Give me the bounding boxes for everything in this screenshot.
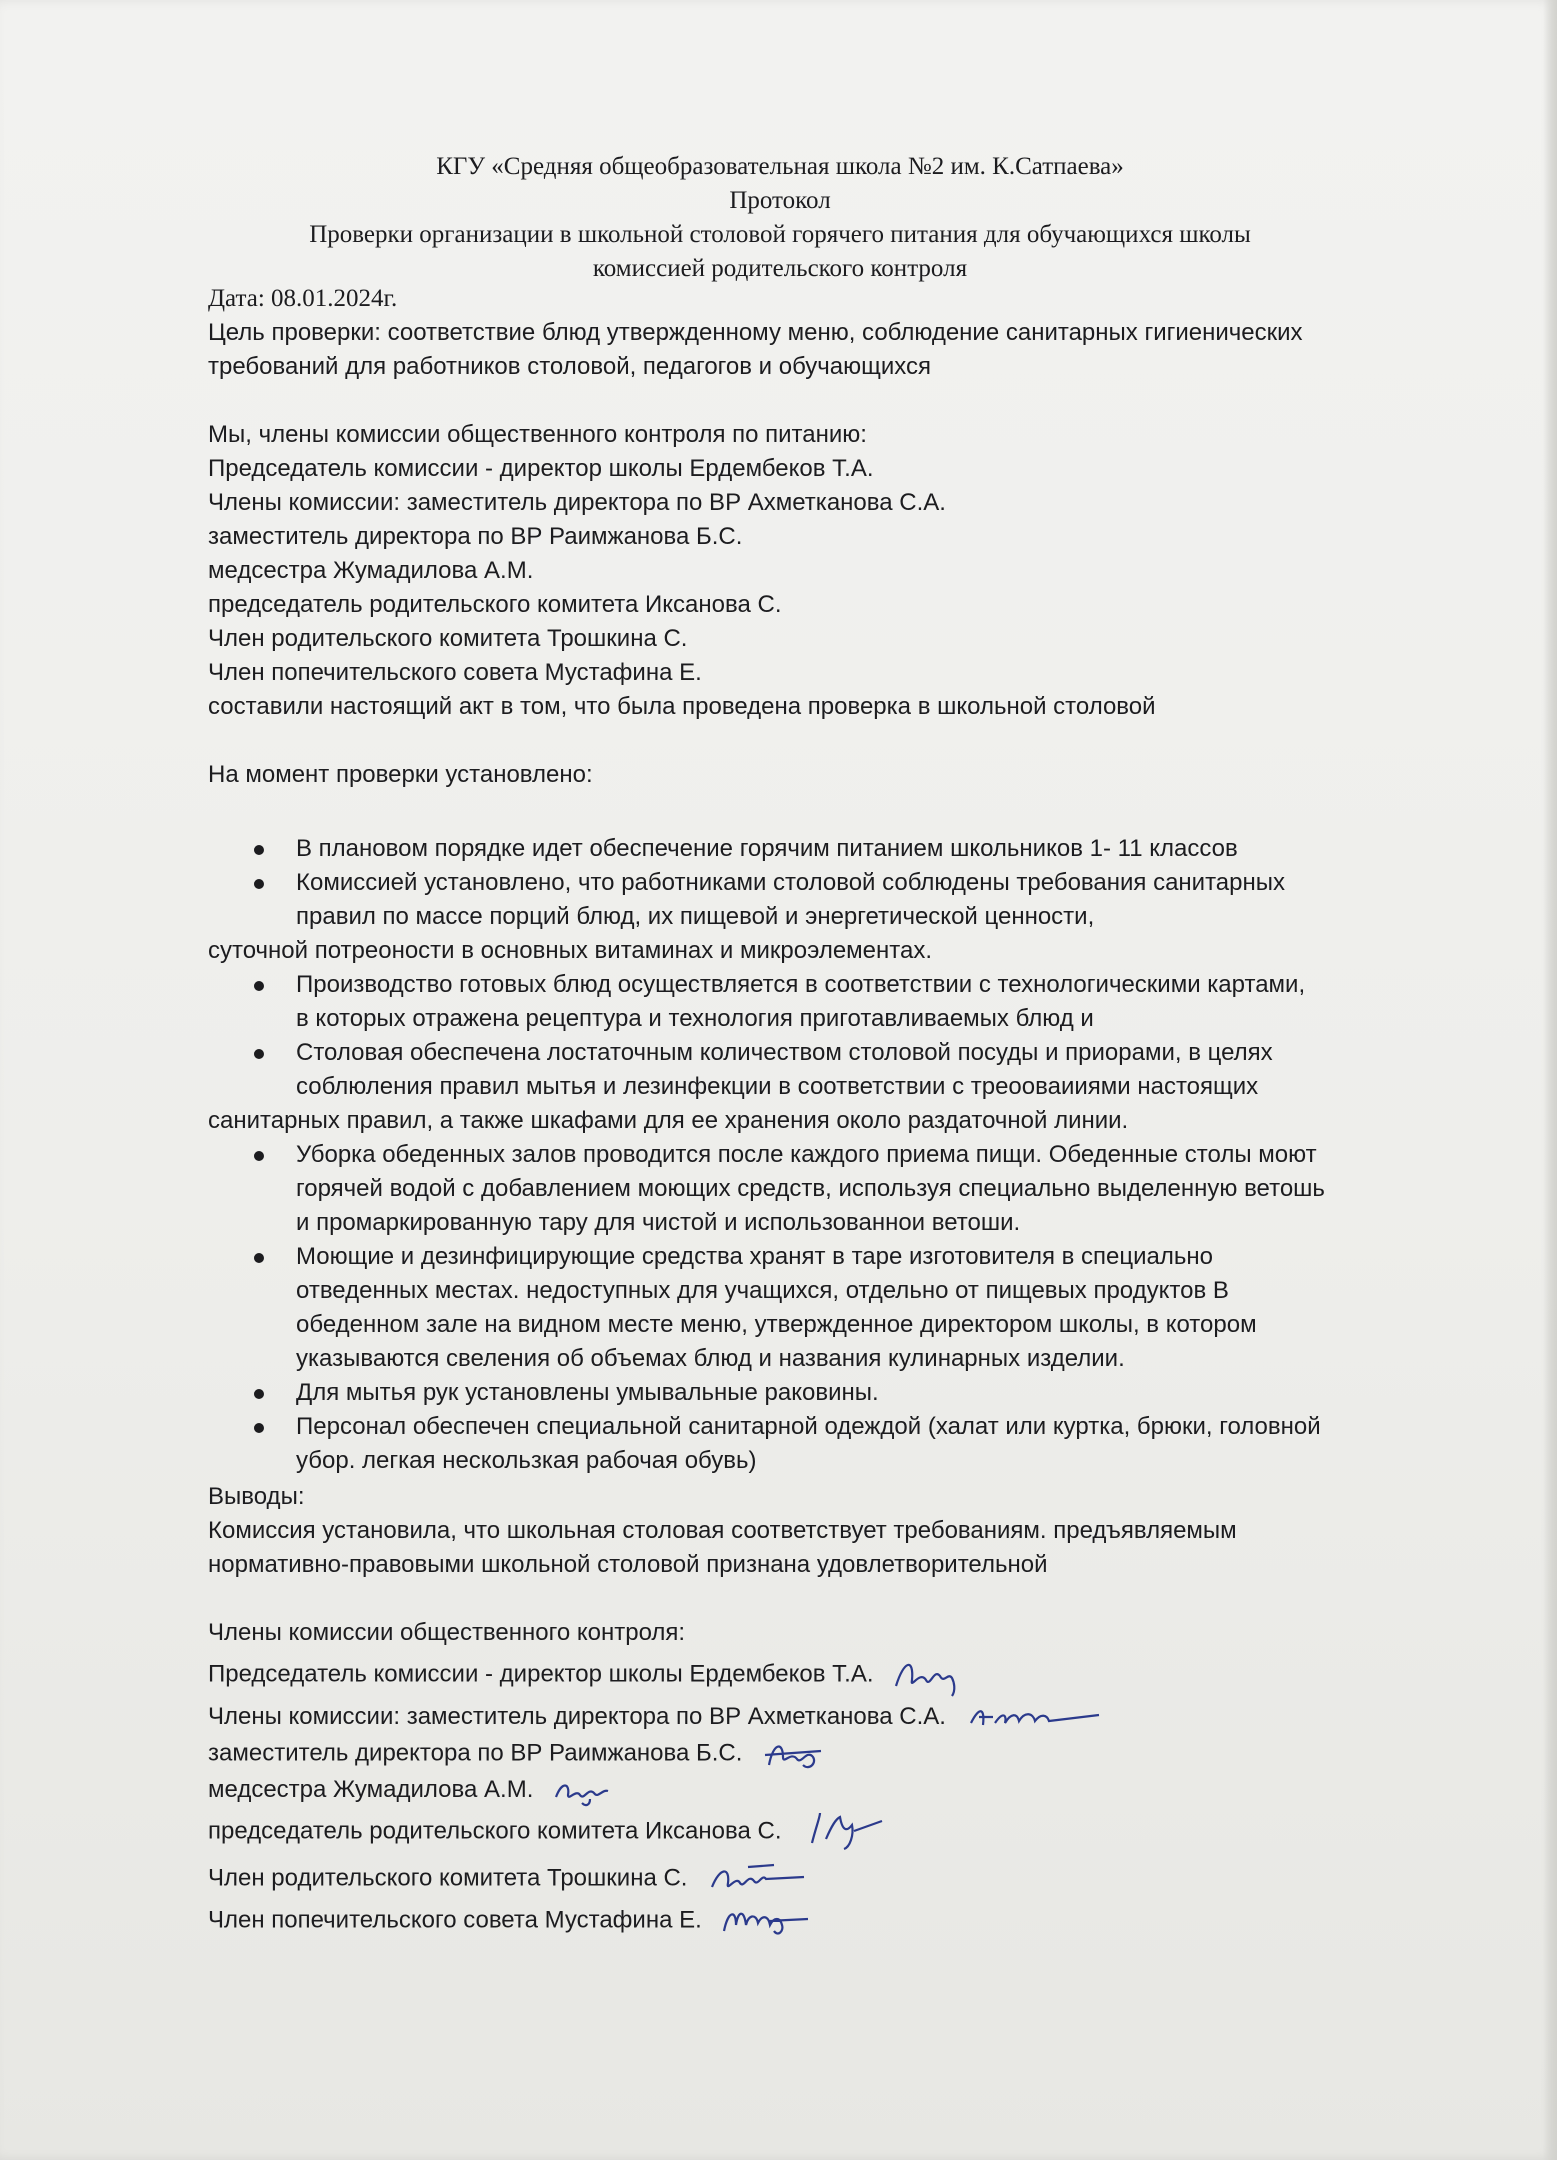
finding-item: Столовая обеспечена лостаточным количеством столовой посуды и приорами, в целях соблюления правил мытья и лезинфекции в соответствии с треооваииями настоящих санитарных правил, а также шкафами для ее хранения около раздаточной линии. [208,1039,1273,1134]
date-line: Дата: 08.01.2024г. [208,285,398,312]
findings-list [208,832,1458,1478]
purpose-line: требований для работников столовой, педагогов и обучающихся [208,353,932,380]
handwritten-signature [963,1701,1103,1735]
signature-row: Члены комиссии: заместитель директора по ВР Ахметканова С.А. [208,1700,1458,1735]
handwritten-signature [550,1773,620,1807]
finding-item: Персонал обеспечен специальной санитарной одеждой (халат или куртка, брюки, головной убор. легкая нескользкая рабочая обувь) [208,1410,1426,1478]
signature-row: медсестра Жумадилова А.М. [208,1773,1458,1808]
finding-item: Для мытья рук установлены умывальные раковины. [208,1376,1426,1410]
document-type: Протокол [729,187,831,214]
conclusions-section [208,1480,1458,1582]
signature-row: председатель родительского комитета Иксанова С. [208,1807,1458,1857]
commission-member: Член родительского комитета Трошкина С. [208,625,688,652]
signatures-title: Члены комиссии общественного контроля: [208,1619,686,1646]
commission-outro: составили настоящий акт в том, что была проведена проверка в школьной столовой [208,693,1156,720]
finding-item: Моющие и дезинфицирующие средства хранят в таре изготовителя в специально отведенных местах. недоступных для учащихся, отдельно от пищевых продуктов В обеденном зале на видном месте меню, утвержденное директором школы, в котором указываются свеления об объемах блюд и названия кулинарных изделии. [208,1240,1426,1376]
bullet-dot [254,879,264,889]
signature-row: Член попечительского совета Мустафина Е. [208,1901,1458,1941]
document-subject-line-2: комиссией родительского контроля [592,255,968,282]
commission-member: заместитель директора по ВР Раимжанова Б.С. [208,523,743,550]
finding-item: Комиссией установлено, что работниками столовой соблюдены требования санитарных правил по массе порций блюд, их пищевой и энергетической ценности, суточной потреоности в основных витаминах и микроэлементах. [208,869,1286,964]
bullet-dot [254,1389,264,1399]
handwritten-signature [704,1857,814,1901]
finding-item: Производство готовых блюд осуществляется в соответствии с технологическими картами, в которых отражена рецептура и технология приготавливаемых блюд и [208,968,1426,1036]
document-header [180,150,1380,286]
bullet-dot [254,1423,264,1433]
organization-name: КГУ «Средняя общеобразовательная школа №2 им. К.Сатпаева» [436,153,1124,180]
conclusion-line: Комиссия установила, что школьная столовая соответствует требованиям. предъявляемым [208,1517,1237,1544]
commission-member: медсестра Жумадилова А.М. [208,557,534,584]
handwritten-signature [718,1901,818,1941]
handwritten-signature [759,1735,829,1773]
conclusion-line: нормативно-правовыми школьной столовой признана удовлетворительной [208,1551,1048,1578]
handwritten-signature [890,1650,970,1700]
findings-title: На момент проверки установлено: [208,761,593,788]
commission-member: Член попечительского совета Мустафина Е. [208,659,702,686]
document-subject-line-1: Проверки организации в школьной столовой горячего питания для обучающихся школы [309,221,1251,248]
finding-item: В плановом порядке идет обеспечение горячим питанием школьников 1- 11 классов [208,832,1426,866]
purpose-line: Цель проверки: соответствие блюд утвержденному меню, соблюдение санитарных гигиенических [208,319,1303,346]
commission-member: Члены комиссии: заместитель директора по ВР Ахметканова С.А. [208,489,946,516]
bullet-dot [254,1253,264,1263]
commission-intro: Мы, члены комиссии общественного контроля по питанию: [208,421,867,448]
commission-member: председатель родительского комитета Иксанова С. [208,591,782,618]
signature-row: Председатель комиссии - директор школы Ердембеков Т.А. [208,1650,1458,1700]
commission-member: Председатель комиссии - директор школы Ердембеков Т.А. [208,455,874,482]
bullet-dot [254,1049,264,1059]
handwritten-signature [798,1807,888,1857]
conclusions-title: Выводы: [208,1483,305,1510]
signature-row: Член родительского комитета Трошкина С. [208,1857,1458,1901]
bullet-dot [254,845,264,855]
finding-item: Уборка обеденных залов проводится после каждого приема пищи. Обеденные столы моют горячей водой с добавлением моющих средств, используя специально выделенную ветошь и промаркированную тару для чистой и использованнои ветоши. [208,1138,1426,1240]
signatures-section [208,1616,1458,1941]
signature-row: заместитель директора по ВР Раимжанова Б.С. [208,1735,1458,1773]
document-body [208,282,1458,1941]
bullet-dot [254,1151,264,1161]
bullet-dot [254,981,264,991]
